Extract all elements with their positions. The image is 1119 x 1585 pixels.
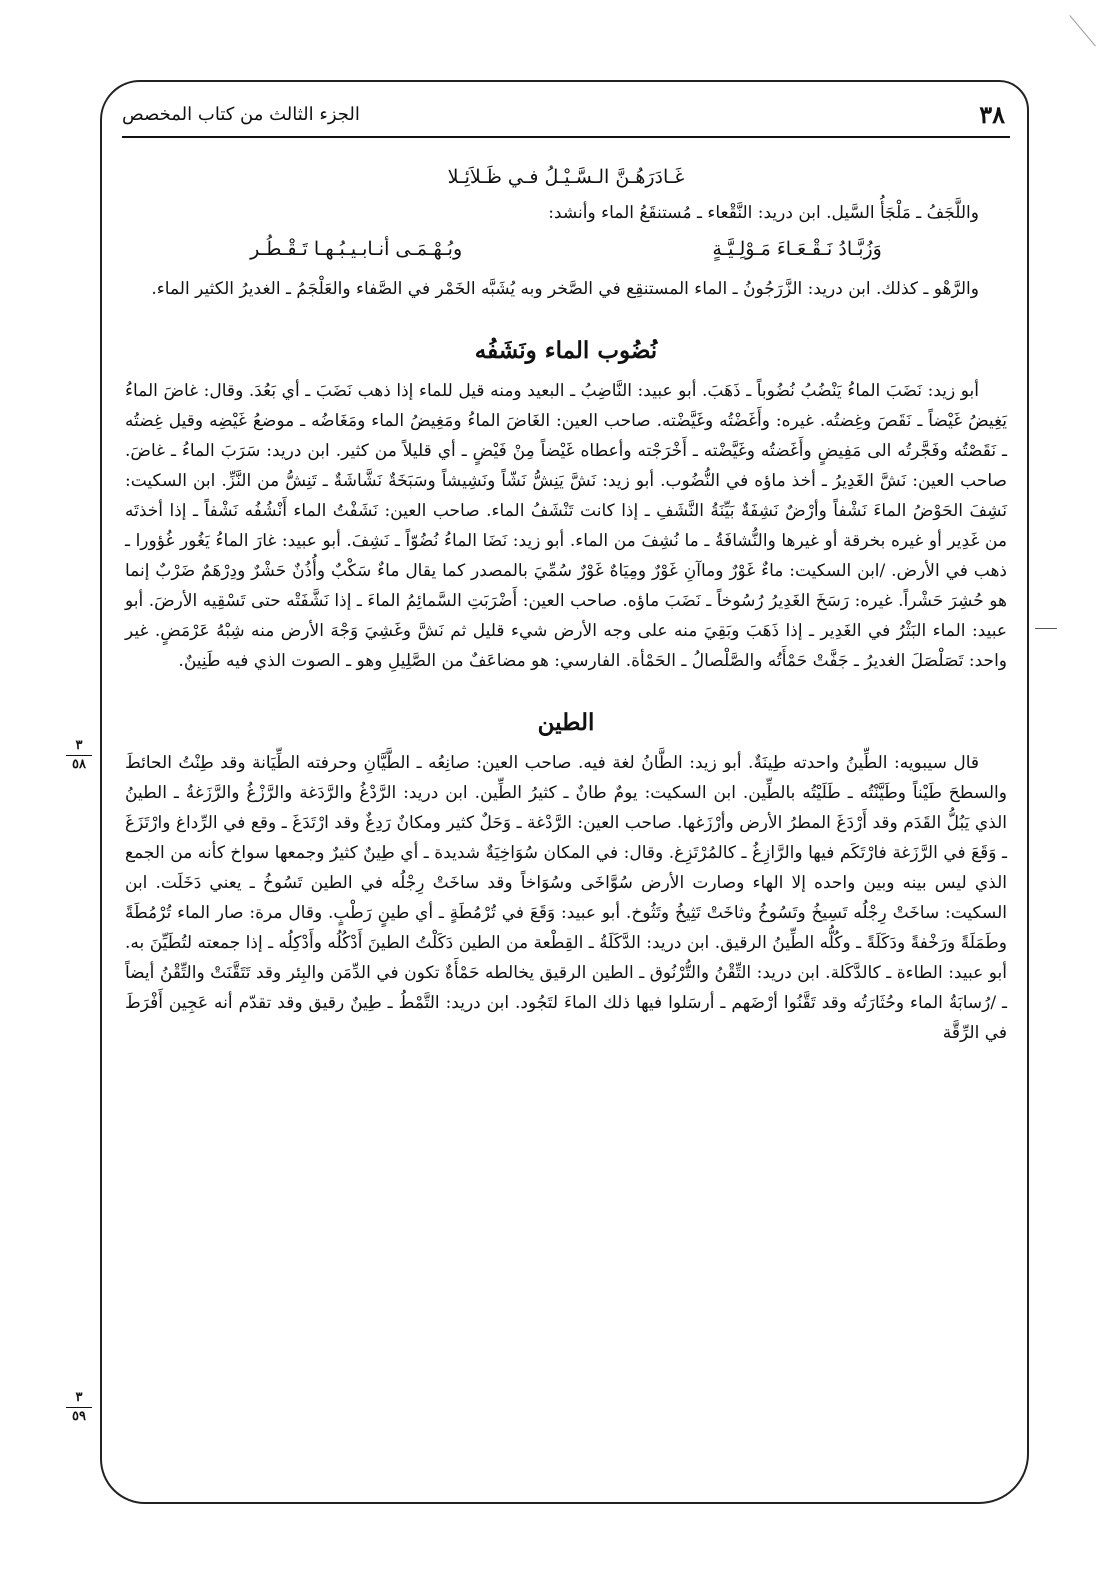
verse-couplet [125, 234, 1007, 264]
page-number: ٣٨ [979, 100, 1005, 129]
paragraph: واللَّجَفُ ـ مَلْجَأُ السَّيل. ابن دريد: النَّقْعاء ـ مُستنقَعُ الماء وأنشد: [548, 203, 979, 223]
margin-dash [1035, 628, 1057, 629]
section-heading: الطين [537, 709, 595, 736]
margin-note-divider [66, 1407, 92, 1408]
paragraph: والرَّهْو ـ كذلك. ابن دريد: الزَّرَجُونُ ـ الماء المستنقِع في الصَّخر وبه يُشَبَّه الخَمْر في الصَّفاء والعَلْجَمُ ـ الغديرُ الكثير الماء. [151, 279, 979, 299]
margin-note-bottom: ٥٩ [72, 1409, 86, 1424]
verse-hemistich-right: وَزُبَّـادُ نَـقْـعَـاءَ مَـوْلِـيَّـةٍ [712, 238, 882, 260]
margin-note-divider [66, 755, 92, 756]
margin-note-top: ٣ [75, 1390, 83, 1405]
page-header [122, 96, 1010, 138]
margin-note-bottom: ٥٨ [72, 757, 86, 772]
verse-line: غَـادَرَهُـنَّ الـسَّـيْـلُ فـي ظَـلاَئِـلا [447, 166, 685, 188]
margin-note [62, 1390, 96, 1425]
corner-mark [1069, 4, 1109, 47]
margin-note [62, 738, 96, 773]
page-content [125, 160, 1007, 1048]
section-body: أبو زيد: نَضَبَ الماءُ يَنْضُبُ نُضُوباً ـ ذَهَبَ. أبو عبيد: النَّاضِبُ ـ البعيد ومنه قيل للماء إذا ذهب نَضَبَ ـ أي بَعُدَ. وقال: غاضَ الماءُ يَغِيضُ غَيْضاً ـ نَقَصَ وغِضتُه. غيره: وأَغَضْتُه وغَيَّضْته. صاحب العين: الغَاضَ الماءُ ومَغِيضُ الماء ومَغَاضُه ـ موضعُ غَيْضِه وقيل غِضتُه ـ نَقَصْتُه وفَجَّرتُه الى مَفِيضٍ وأَغَضتُه وغَيَّضْته ـ أَخْرَجْته وأعطاه غَيْضاً مِنْ فَيْضٍ ـ أي قليلاً من كثير. ابن دريد: سَرَبَ الماءُ ـ غاضَ. صاحب العين: نَشَّ الغَدِيرُ ـ أخذ ماؤه في النُّضُوب. أبو زيد: نَشَّ يَنِشُّ نَشّاً ونَشِيشاً وسَبَخَةٌ نَشَّاشَةٌ ـ تَنِشُّ من النَّزِّ. ابن السكيت: نَشِفَ الحَوْضُ الماءَ نَشْفاً وأرْضٌ نَشِفَةٌ بَيِّنَةُ النَّشَفِ ـ إذا كانت تَنْشَفُ الماء. صاحب العين: نَشَفْتُ الماء أَنْشُفُه نَشْفاً ـ إذا أخذتَه من غَدِير أو غيره بخرقة أو غيرها والنُّشافَةُ ـ ما نُشِفَ من الماء. أبو زيد: نَضَا الماءُ نُضُوّاً ـ نَشِفَ. أبو عبيد: غارَ الماءُ يَغُور غُؤورا ـ ذهب في الأرض. /ابن السكيت: ماءٌ غَوْرٌ وماآنِ غَوْرٌ ومِيَاهٌ غَوْرٌ سُمِّيَ بالمصدر كما يقال ماءٌ سَكْبٌ وأُذُنٌ حَشْرٌ ودِرْهَمٌ ضَرْبٌ إنما هو حُشِرَ حَشْراً. غيره: رَسَخَ الغَدِيرُ رُسُوخاً ـ نَضَبَ ماؤه. صاحب العين: أَضْرَبَتِ السَّمائِمُ الماءَ ـ إذا نَشَّفَتْه حتى تَسْقِيه الأرضَ. أبو عبيد: الماء البَثْرُ في الغَدِير ـ إذا ذَهَبَ وبَقِيَ منه على وجه الأرض شيء قليل ثم نَشَّ وغَشِيَ وَجْهَ الأرض منه شِبْهُ عَرْمَضٍ. غير واحد: تَصَلْصَلَ الغديرُ ـ جَفَّتْ حَمْأَتُه والصَّلْصالُ ـ الحَمْأة. الفارسي: هو مضاعَفٌ من الصَّلِيلِ وهو ـ الصوت الذي فيه طَنِينٌ. [125, 381, 1007, 671]
section-body: قال سيبويه: الطِّينُ واحدته طِينَةٌ. أبو زيد: الطَّانُ لغة فيه. صاحب العين: صانِعُه ـ الطَّيَّانِ وحرفته الطِّيَانة وقد طِنْتُ الحائطَ والسطحَ طَيْناً وطَيَّنْتُه ـ طَلَيْتُه بالطِّين. ابن السكيت: يومٌ طانٌ ـ كثيرُ الطِّين. ابن دريد: الرَّدْغُ والرَّدَغة والرَّزْغُ والرَّزَغةُ ـ الطينُ الذي يَبُلُّ القَدَم وقد أَرْدَغَ المطرُ الأرض وأرْزَغها. صاحب العين: الرَّدْغة ـ وَحَلٌ كثير ومكانٌ رَدِغٌ وقد ارْتَدَغَ ـ وقع في الرِّداغ وارْتَزَغَ ـ وَقَعَ في الرَّزَغة فارْتَكَم فيها والرَّازِغُ ـ كالمُرْتَزِغ. وقال: في المكان سُوَاخِيَةٌ شديدة ـ أي طِينٌ كثيرٌ وجمعها سواخ كأنه من الجمع الذي ليس بينه وبين واحده إلا الهاء وصارت الأرض سُوَّاخَى وسُوَاخاً وقد ساخَتْ رِجْلُه في الطين تَسُوخُ ـ يعني دَخَلَت. ابن السكيت: ساخَتْ رِجْلُه تَسِيخُ وتَسُوخُ وثاخَتْ تَثِيخُ وتَثُوخ. أبو عبيد: وَقَعَ في تُرْمُطَةٍ ـ أي طينٍ رَطْبٍ. وقال مرة: صار الماء تُرْمُطَةً وطَمَلَةً ورَخْفةً ودَكَلَةً ـ وكُلُّه الطِّينُ الرقيق. ابن دريد: الدَّكَلَةُ ـ القِطْعة من الطين دَكَلْتُ الطينَ أَدْكُلُه وأَدْكِلُه ـ إذا جمعته لتُطَيِّنَ به. أبو عبيد: الطاءة ـ كالدَّكَلة. ابن دريد: التِّقْنُ والتُّرْنُوق ـ الطين الرقيق يخالطه حَمْأَةٌ تكون في الدِّمَن والبِئر وقد تَتَقَّنَتْ والتِّقْنُ أيضاً ـ /رُسابَةُ الماء وحُثَارَتُه وقد تَقَّنُوا أرْضَهم ـ أرسَلوا فيها ذلك الماءَ لتَجُود. ابن دريد: التَّمْطُ ـ طِينٌ رقيق وقد تقدّم أنه عَجِين أَفْرَطَ في الرِّقَّة [125, 753, 1008, 1043]
section-heading: نُضُوب الماء ونَشَفُه [474, 337, 658, 364]
running-title: الجزء الثالث من كتاب المخصص [122, 104, 360, 125]
verse-hemistich-left: وبُـهْـمَـى أنـابـيـبُـهـا تَـقْـطُـر [250, 238, 463, 260]
margin-note-top: ٣ [75, 738, 83, 753]
